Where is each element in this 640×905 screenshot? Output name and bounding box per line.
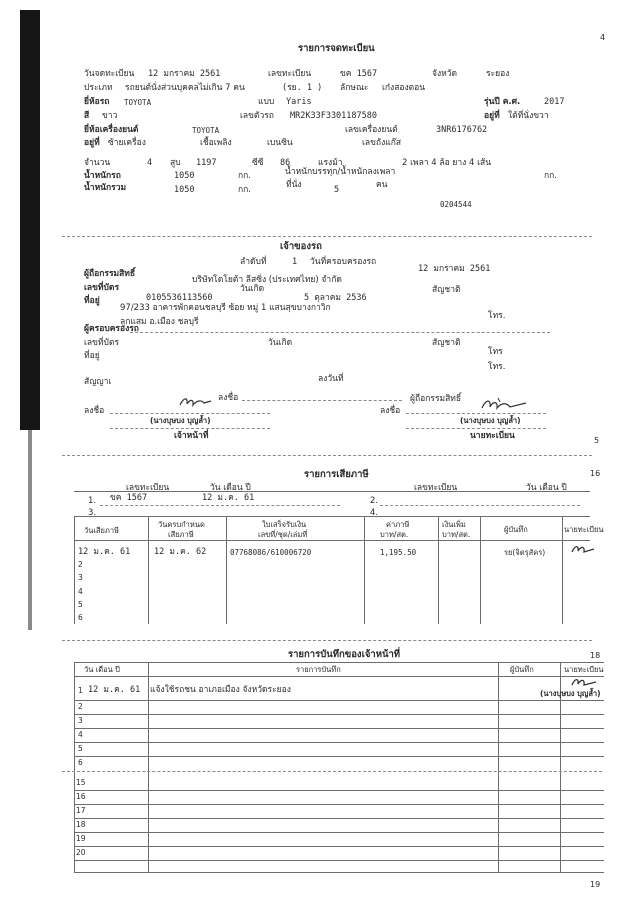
model-value: Yaris: [286, 97, 312, 107]
contract-date-label: ลงวันที่: [318, 374, 344, 384]
hp-value: 86: [280, 158, 291, 168]
tax-row-1-recorder: รย(จิตรุสัคร): [504, 548, 546, 557]
name-line-1: [110, 428, 270, 429]
sign-label-1: ลงชื่อ: [218, 393, 239, 403]
tax-col-amount-b: บาท/สต.: [380, 530, 409, 539]
engine-number-label: เลขเครื่องยนต์: [345, 125, 398, 135]
records-table-top: [74, 662, 604, 663]
records-row-line: [74, 860, 604, 861]
records-table-header-bottom: [74, 676, 604, 677]
records-title: รายการบันทึกของเจ้าหน้าที่: [288, 649, 401, 660]
records-row-line: [74, 818, 604, 819]
tax-table-col: [562, 516, 563, 624]
order-label: ลำดับที่: [240, 257, 267, 267]
seats-value: 5: [334, 185, 340, 195]
total-weight-value: 1050: [174, 185, 195, 195]
records-row-1-signature: [570, 676, 598, 688]
page-corner-number: 4: [600, 33, 606, 42]
tax-row-num: 6: [78, 613, 83, 622]
engine-number-value: 3NR6176762: [436, 125, 488, 135]
type-code: (รย. 1 ): [282, 83, 323, 93]
records-row-num: 5: [78, 744, 83, 753]
tax-reg-row-2-no: 2.: [370, 496, 379, 506]
cc-value: 1197: [196, 158, 217, 168]
tax-reg-row-1-date: 12 ม.ค. 61: [202, 493, 255, 503]
officer-name: (นางบุษบง บุญล้ำ): [150, 416, 211, 425]
seats-label: ที่นั่ง: [286, 180, 302, 190]
weight-unit: กก.: [238, 171, 251, 181]
tax-col-extra: เงินเพิ่ม: [442, 520, 466, 529]
records-row-num: 2: [78, 702, 83, 711]
records-top-divider: [62, 640, 592, 641]
records-row-1-no: 1: [78, 686, 83, 695]
telephone-2a-label: โทร: [488, 347, 503, 357]
records-row-num: 16: [76, 792, 86, 801]
name-line-2: [406, 428, 546, 429]
records-row-1-entry: แจ้งใช้รถชน อาเภอเมือง จังหวัดระยอง: [150, 685, 291, 695]
sign-line-2: [110, 413, 270, 414]
chassis-location-value: ใต้ที่นั่งขวา: [508, 111, 549, 121]
tax-reg-row-1-no: 1.: [88, 496, 97, 506]
records-row-num: 3: [78, 716, 83, 725]
seats-unit: คน: [376, 180, 388, 190]
records-row-line: [74, 832, 604, 833]
tax-reg-line: [100, 505, 340, 506]
type-label: ประเภท: [84, 83, 113, 93]
tax-table-top: [74, 516, 590, 517]
province-label: จังหวัด: [432, 69, 458, 79]
records-row-line: [74, 714, 604, 715]
total-weight-unit: กก.: [238, 185, 251, 195]
tax-reg-row-3-no: 3.: [88, 508, 97, 518]
province-value: ระยอง: [486, 69, 510, 79]
records-fold-line: [62, 771, 602, 772]
officer-signature: [178, 395, 214, 409]
tax-table-col: [148, 516, 149, 624]
color-label: สี: [84, 111, 90, 121]
records-row-line: [74, 804, 604, 805]
tax-row-num: 4: [78, 587, 83, 596]
records-row-num: 20: [76, 848, 86, 857]
sign-label-3: ลงชื่อ: [380, 406, 401, 416]
records-row-num: 19: [76, 834, 86, 843]
address-line-1: 97/233 อาคารพักคอนชลบุรี ซ้อย หมู่ 1 แสนสุขบางกาวิก: [120, 303, 331, 313]
redaction-bar: [20, 10, 40, 430]
dob-label: วันเกิด: [240, 284, 265, 294]
sign-label-2: ลงชื่อ: [84, 406, 105, 416]
registrar-name: (นางบุษบง บุญล้ำ): [460, 416, 521, 425]
address-line-2: ลูกแสม อ.เมือง ชลบุรี: [120, 317, 199, 327]
tax-table-header-bottom: [74, 540, 590, 541]
redaction-bar-lower: [28, 430, 32, 630]
tax-col-recorder: ผู้บันทึก: [504, 525, 528, 534]
cylinders-value: 4: [147, 158, 153, 168]
tax-col-receipt: ใบเสร็จรับเงิน: [262, 520, 307, 529]
nationality-2-label: สัญชาติ: [432, 338, 461, 348]
tax-table-col: [364, 516, 365, 624]
tax-reg-line: [380, 505, 580, 506]
records-row-line: [74, 846, 604, 847]
tax-col-registrar: นายทะเบียน: [564, 525, 604, 534]
order-value: 1: [292, 257, 298, 267]
fuel-label: เชื้อเพลิง: [200, 138, 232, 148]
tax-header-regno: เลขทะเบียน: [126, 483, 170, 493]
engine-location-label: อยู่ที่: [84, 138, 100, 148]
owner-title: เจ้าของรถ: [280, 241, 322, 252]
telephone-2b-label: โทร.: [488, 362, 506, 372]
cc-unit: ซีซี: [252, 158, 264, 168]
records-row-line: [74, 700, 604, 701]
page-break: [62, 455, 592, 456]
records-row-line: [74, 742, 604, 743]
records-col-registrar: นายทะเบียน: [564, 665, 604, 674]
serial-number: 0204544: [440, 200, 472, 209]
tax-row-num: 5: [78, 600, 83, 609]
weight-value: 1050: [174, 171, 195, 181]
id-card-2-label: เลขที่บัตร: [84, 338, 120, 348]
tax-header-regno-2: เลขทะเบียน: [414, 483, 458, 493]
records-row-num: 18: [76, 820, 86, 829]
tax-row-1-due: 12 ม.ค. 62: [154, 547, 207, 557]
tax-reg-row-4-no: 4.: [370, 508, 379, 518]
records-col-entry: รายการบันทึก: [296, 665, 341, 674]
records-row-num: 4: [78, 730, 83, 739]
records-row-num: 6: [78, 758, 83, 767]
dob-value: 5 ตุลาคม 2536: [304, 293, 367, 303]
holder-value: บริษัทโตโยต้า ลีสซิ่ง (ประเทศไทย) จำกัด: [192, 275, 342, 285]
model-label: แบบ: [258, 97, 275, 107]
tax-title: รายการเสียภาษี: [304, 469, 369, 480]
brand-label: ยี่ห้อรถ: [84, 97, 110, 107]
corner-mark: 5: [594, 436, 600, 445]
engine-brand-value: TOYOTA: [192, 126, 220, 135]
tax-row-1-paydate: 12 ม.ค. 61: [78, 547, 131, 557]
officer-title: เจ้าหน้าที่: [174, 431, 209, 441]
cylinders-unit: สูบ: [170, 158, 181, 168]
records-col: [74, 662, 75, 872]
tax-col-amount: ค่าภาษี: [386, 520, 410, 529]
holder-signature-label: ผู้ถือกรรมสิทธิ์: [410, 394, 462, 404]
weight-label: น้ำหนักรถ: [84, 171, 121, 181]
chassis-value: MR2K33F3301187580: [290, 111, 377, 121]
records-row-line: [74, 756, 604, 757]
records-col-date: วัน เดือน ปี: [84, 665, 120, 674]
id-card-label: เลขที่บัตร: [84, 283, 120, 293]
possession-date-value: 12 มกราคม 2561: [418, 264, 491, 274]
records-row-1-name: (นางบุษบง บุญล้ำ): [540, 689, 601, 698]
records-row-num: 17: [76, 806, 86, 815]
tax-table-col: [480, 516, 481, 624]
reg-date-value: 12 มกราคม 2561: [148, 69, 221, 79]
tax-table-col: [226, 516, 227, 624]
registration-title: รายการจดทะเบียน: [298, 43, 375, 54]
load-label: น้ำหนักบรรทุก/น้ำหนักลงเพลา: [285, 167, 396, 177]
reg-date-label: วันจดทะเบียน: [84, 69, 135, 79]
tax-table-col: [438, 516, 439, 624]
tax-row-num: 3: [78, 573, 83, 582]
records-col-recorder: ผู้บันทึก: [510, 665, 534, 674]
color-value: ขาว: [102, 111, 118, 121]
tax-reg-line: [74, 491, 590, 492]
possession-date-label: วันที่ครอบครองรถ: [310, 257, 377, 267]
tax-header-date-2: วัน เดือน ปี: [526, 483, 567, 493]
address-label: ที่อยู่: [84, 296, 100, 306]
tax-table-col: [74, 516, 75, 624]
reg-number-value: ขค 1567: [340, 69, 378, 79]
sign-line-1: [242, 400, 402, 401]
contract-label: สัญญาเ: [84, 377, 112, 387]
brand-value: TOYOTA: [124, 98, 152, 107]
records-col: [498, 662, 499, 872]
tax-col-due: วันครบกำหนด: [158, 520, 205, 529]
cylinders-label: จำนวน: [84, 158, 111, 168]
tax-col-receipt-b: เลขที่/ชุด/เล่มที่: [258, 530, 308, 539]
dob-2-label: วันเกิด: [268, 338, 293, 348]
chassis-location-label: อยู่ที่: [484, 111, 500, 121]
corner-mark: 19: [590, 880, 601, 889]
engine-brand-label: ยี่ห้อเครื่องยนต์: [84, 125, 139, 135]
year-label: รุ่นปี ค.ศ.: [484, 97, 521, 107]
style-label: ลักษณะ: [340, 83, 369, 93]
tax-col-extra-b: บาท/สต.: [442, 530, 471, 539]
axle-text: 2 เพลา 4 ล้อ ยาง 4 เส้น: [402, 158, 492, 168]
tax-row-1-amount: 1,195.50: [380, 548, 417, 557]
telephone-label: โทร.: [488, 311, 506, 321]
year-value: 2017: [544, 97, 565, 107]
holder-label: ผู้ถือกรรมสิทธิ์: [84, 269, 136, 279]
tax-row-1-signature: [570, 543, 596, 555]
section-divider: [62, 236, 592, 237]
records-col: [148, 662, 149, 872]
tax-row-num: 2: [78, 560, 83, 569]
id-card-value: 0105536113560: [146, 293, 213, 303]
tax-row-1-receipt: 07768086/610006720: [230, 548, 312, 557]
corner-mark: 18: [590, 651, 601, 660]
hp-label: แรงม้า: [318, 158, 343, 168]
registrar-title: นายทะเบียน: [470, 431, 515, 441]
tax-reg-row-1-regno: ขค 1567: [110, 493, 148, 503]
style-value: เก๋งสองตอน: [382, 83, 426, 93]
gas-tank-label: เลขถังแก๊ส: [362, 138, 402, 148]
engine-location-value: ซ้ายเครื่อง: [108, 138, 146, 148]
address-2-label: ที่อยู่: [84, 351, 100, 361]
fuel-value: เบนซิน: [267, 138, 293, 148]
records-row-line: [74, 728, 604, 729]
reg-number-label: เลขทะเบียน: [268, 69, 312, 79]
chassis-label: เลขตัวรถ: [240, 111, 274, 121]
tax-col-paydate: วันเสียภาษี: [84, 526, 119, 535]
possessor-label: ผู้ครอบครองรถ: [84, 324, 139, 334]
type-value: รถยนต์นั่งส่วนบุคคลไม่เกิน 7 คน: [125, 83, 245, 93]
tax-header-date: วัน เดือน ปี: [210, 483, 251, 493]
nationality-label: สัญชาติ: [432, 285, 461, 295]
records-row-line: [74, 790, 604, 791]
records-row-1-date: 12 ม.ค. 61: [88, 685, 141, 695]
possessor-divider: [130, 332, 550, 333]
total-weight-label: น้ำหนักรวม: [84, 183, 127, 193]
records-table-bottom: [74, 872, 604, 873]
corner-mark: 16: [590, 469, 601, 478]
registrar-signature: [480, 396, 528, 414]
records-row-num: 15: [76, 778, 86, 787]
load-unit: กก.: [544, 171, 557, 181]
tax-col-due-b: เสียภาษี: [168, 530, 194, 539]
